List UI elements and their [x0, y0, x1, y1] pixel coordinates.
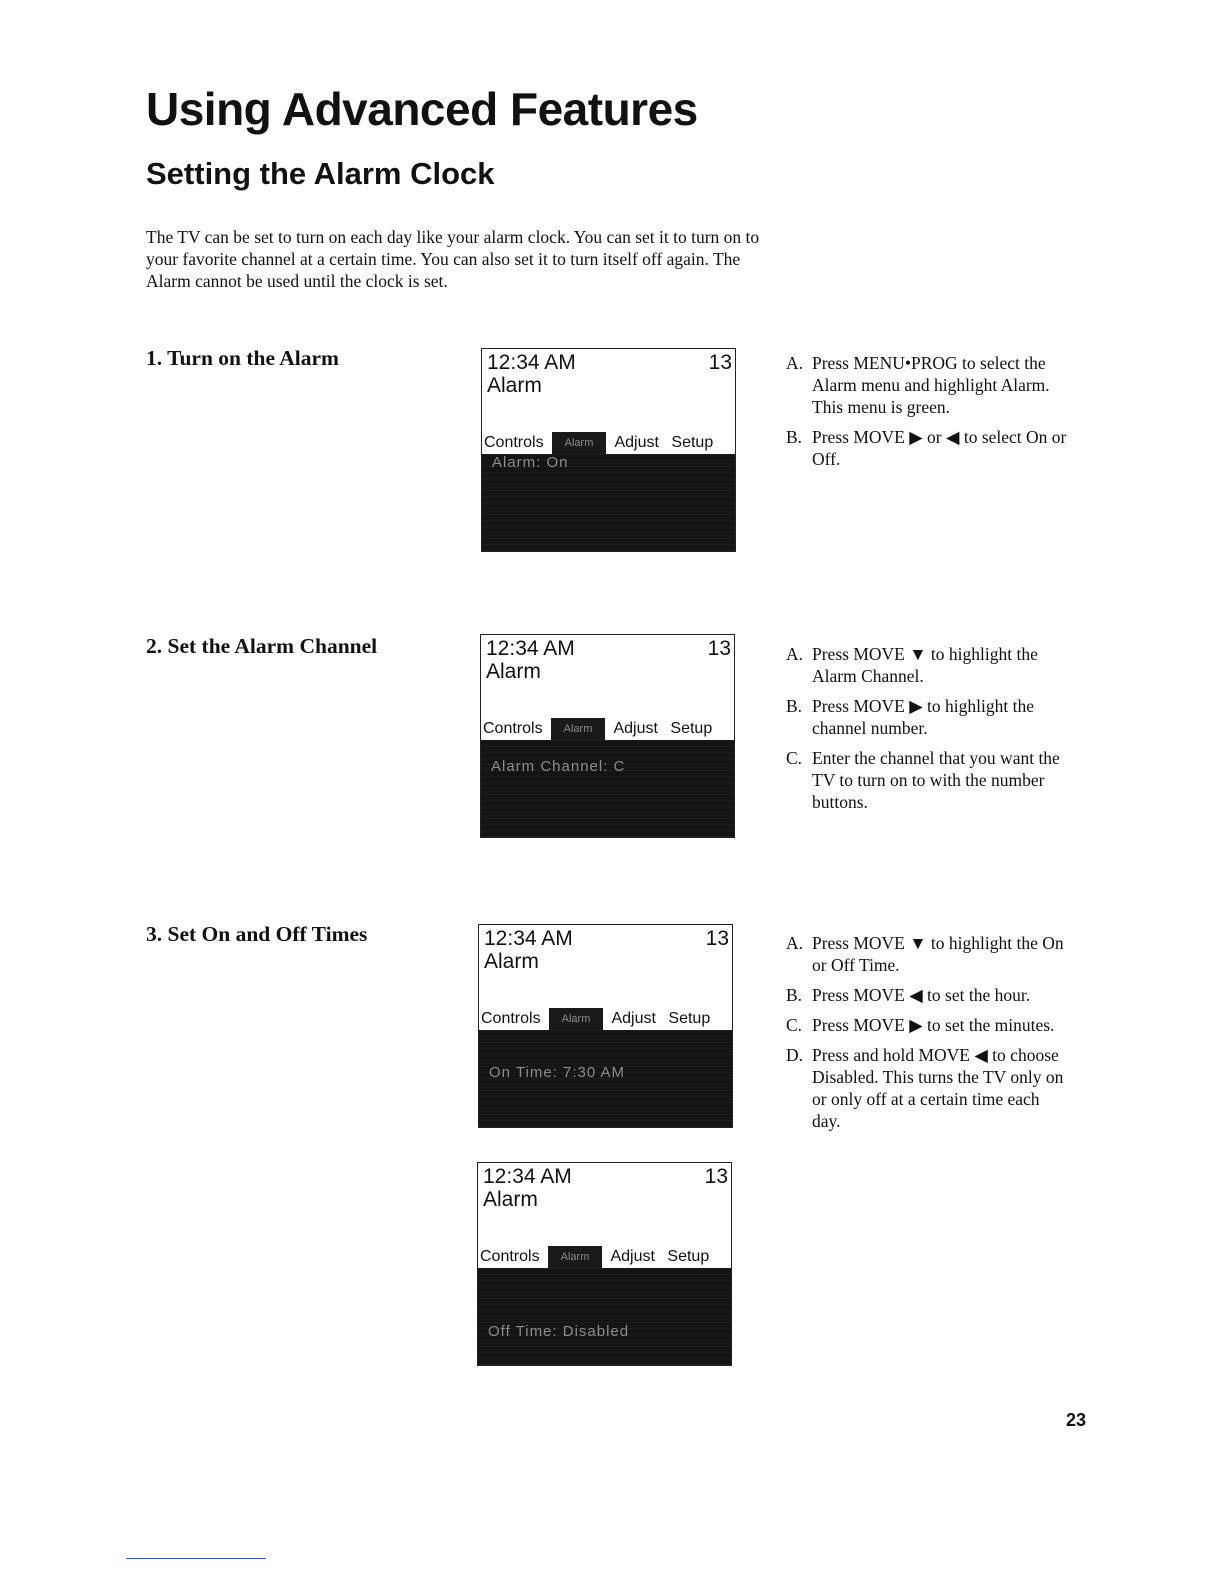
- instruction-letter: C.: [786, 748, 803, 768]
- screen-clock: 12:34 AM: [483, 1165, 572, 1188]
- screen-channel-number: 13: [707, 637, 731, 660]
- instruction-item: [786, 1014, 1070, 1036]
- tab-controls: Controls: [480, 1248, 540, 1265]
- instruction-text: Press MOVE ▼ to highlight the Alarm Channel.: [812, 644, 1038, 686]
- instruction-text: Press MOVE ▶ or ◀ to select On or Off.: [812, 427, 1067, 469]
- tab-adjust: Adjust: [614, 434, 659, 451]
- screen-menu-tabs: [481, 718, 734, 740]
- instruction-item: [786, 643, 1076, 687]
- screen-menu-tabs: [478, 1246, 731, 1268]
- instruction-letter: A.: [786, 933, 804, 953]
- intro-paragraph: The TV can be set to turn on each day like your alarm clock. You can set it to turn on to your favorite channel at a certain time. You can also set it to turn itself off again. The Alarm cannot be used until the clock is set.: [146, 227, 760, 291]
- screen-menu-title: Alarm: [486, 660, 541, 683]
- instruction-item: [786, 695, 1076, 739]
- instruction-letter: A.: [786, 644, 804, 664]
- tab-setup: Setup: [668, 1010, 711, 1027]
- step-1-instructions: [786, 352, 1076, 478]
- step-2-instructions: [786, 643, 1076, 821]
- screen-clock: 12:34 AM: [484, 927, 573, 950]
- instruction-item: [786, 426, 1076, 470]
- screen-menu-panel: [482, 454, 735, 551]
- tab-alarm-highlighted: Alarm: [548, 1246, 602, 1268]
- instruction-letter: D.: [786, 1045, 804, 1065]
- instruction-item: [786, 984, 1070, 1006]
- menu-item-alarm: Alarm: On: [492, 454, 569, 471]
- instruction-text: Enter the channel that you want the TV to turn on to with the number buttons.: [812, 748, 1060, 812]
- step-2-title: 2. Set the Alarm Channel: [146, 634, 378, 658]
- page-heading: Using Advanced Features: [146, 83, 698, 135]
- menu-item-off-time: Off Time: Disabled: [488, 1323, 630, 1340]
- screen-menu-title: Alarm: [483, 1188, 538, 1211]
- tv-menu-screen-on-time: [478, 924, 733, 1128]
- tab-controls: Controls: [483, 720, 543, 737]
- tab-setup: Setup: [667, 1248, 710, 1265]
- instruction-item: [786, 352, 1076, 418]
- instruction-letter: A.: [786, 353, 804, 373]
- page-number: 23: [1066, 1410, 1087, 1430]
- instruction-item: [786, 747, 1076, 813]
- tab-setup: Setup: [670, 720, 713, 737]
- instruction-text: Press MOVE ▶ to set the minutes.: [812, 1015, 1055, 1035]
- screen-clock: 12:34 AM: [486, 637, 575, 660]
- tab-setup: Setup: [671, 434, 714, 451]
- tab-controls: Controls: [484, 434, 544, 451]
- instruction-text: Press MOVE ◀ to set the hour.: [812, 985, 1031, 1005]
- step-3-title: 3. Set On and Off Times: [146, 922, 368, 946]
- instruction-letter: B.: [786, 427, 803, 447]
- footer-rule: [126, 1558, 266, 1559]
- tv-menu-screen-alarm-channel: [480, 634, 735, 838]
- instruction-text: Press and hold MOVE ◀ to choose Disabled. This turns the TV only on or only off at a certain time each day.: [812, 1045, 1064, 1131]
- instruction-text: Press MOVE ▼ to highlight the On or Off Time.: [812, 933, 1064, 975]
- instruction-letter: B.: [786, 985, 803, 1005]
- tab-alarm-highlighted: Alarm: [551, 718, 605, 740]
- instruction-text: Press MENU•PROG to select the Alarm menu and highlight Alarm. This menu is green.: [812, 353, 1050, 417]
- screen-channel-number: 13: [705, 927, 729, 950]
- screen-menu-panel: [479, 1030, 732, 1127]
- screen-channel-number: 13: [704, 1165, 728, 1188]
- tv-menu-screen-off-time: [477, 1162, 732, 1366]
- tab-adjust: Adjust: [613, 720, 658, 737]
- screen-menu-title: Alarm: [487, 374, 542, 397]
- tv-menu-screen-alarm-on: [481, 348, 736, 552]
- screen-clock: 12:34 AM: [487, 351, 576, 374]
- tab-alarm-highlighted: Alarm: [549, 1008, 603, 1030]
- tab-controls: Controls: [481, 1010, 541, 1027]
- instruction-letter: B.: [786, 696, 803, 716]
- tab-alarm-highlighted: Alarm: [552, 432, 606, 454]
- instruction-letter: C.: [786, 1015, 803, 1035]
- instruction-item: [786, 1044, 1070, 1132]
- menu-item-on-time: On Time: 7:30 AM: [489, 1064, 626, 1081]
- screen-menu-title: Alarm: [484, 950, 539, 973]
- screen-menu-tabs: [482, 432, 735, 454]
- tab-adjust: Adjust: [610, 1248, 655, 1265]
- instruction-text: Press MOVE ▶ to highlight the channel number.: [812, 696, 1034, 738]
- screen-menu-tabs: [479, 1008, 732, 1030]
- section-heading: Setting the Alarm Clock: [146, 156, 495, 191]
- screen-menu-panel: [481, 740, 734, 837]
- step-3-instructions: [786, 932, 1070, 1140]
- screen-menu-panel: [478, 1268, 731, 1365]
- step-1-title: 1. Turn on the Alarm: [146, 346, 339, 370]
- menu-item-alarm-channel: Alarm Channel: C: [491, 758, 626, 775]
- tab-adjust: Adjust: [611, 1010, 656, 1027]
- instruction-item: [786, 932, 1070, 976]
- screen-channel-number: 13: [708, 351, 732, 374]
